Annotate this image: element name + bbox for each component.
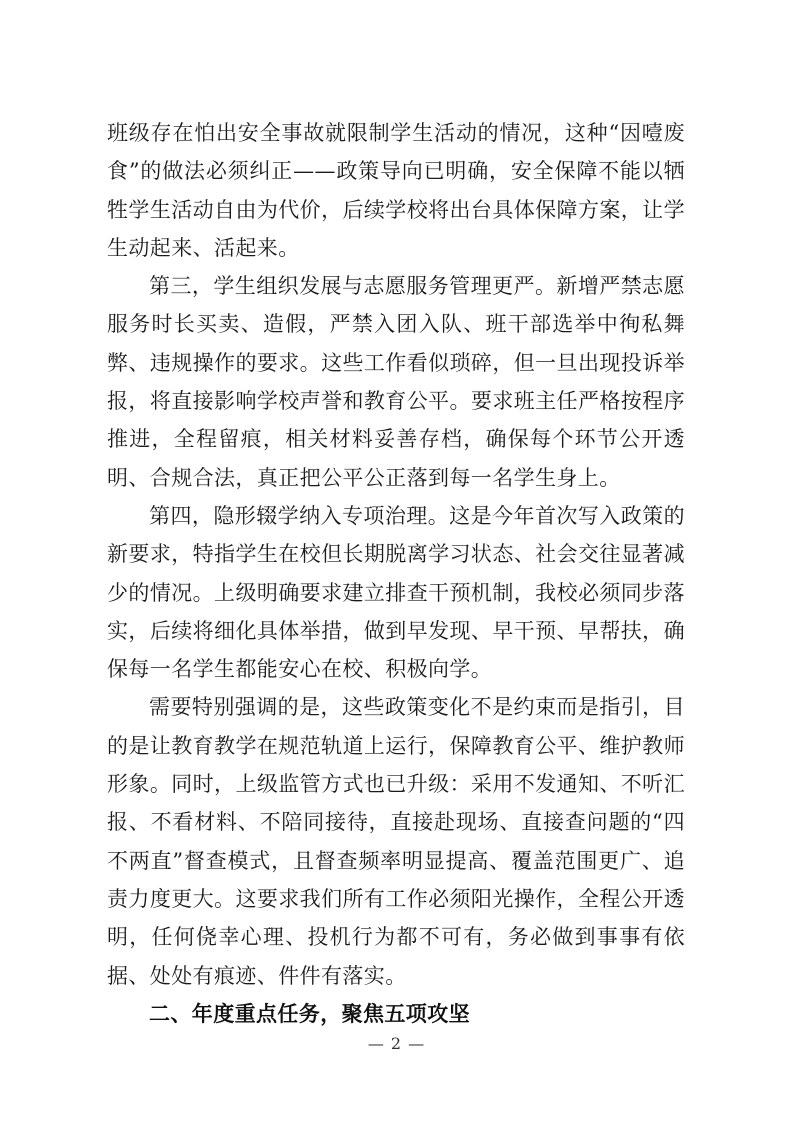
paragraph-fourth-point: 第四，隐形辍学纳入专项治理。这是今年首次写入政策的新要求，特指学生在校但长期脱离学习状态、社会交往显著减少的情况。上级明确要求建立排查干预机制，我校必须同步落实，后续将细化具体举措，做到早发现、早干预、早帮扶，确保每一名学生都能安心在校、积极向学。 <box>107 503 685 682</box>
page-number: — 2 — <box>367 1034 426 1053</box>
paragraph-continuation: 班级存在怕出安全事故就限制学生活动的情况，这种“因噎废食”的做法必须纠正——政策导向已明确，安全保障不能以牺牲学生活动自由为代价，后续学校将出台具体保障方案，让学生动起来、活起来。 <box>107 121 685 260</box>
document-body <box>107 114 685 1033</box>
paragraph-third-point: 第三，学生组织发展与志愿服务管理更严。新增严禁志愿服务时长买卖、造假，严禁入团入队、班干部选举中徇私舞弊、违规操作的要求。这些工作看似琐碎，但一旦出现投诉举报，将直接影响学校声誉和教育公平。要求班主任严格按程序推进，全程留痕，相关材料妥善存档，确保每个环节公开透明、合规合法，真正把公平公正落到每一名学生身上。 <box>107 274 685 490</box>
paragraph-emphasis: 需要特别强调的是，这些政策变化不是约束而是指引，目的是让教育教学在规范轨道上运行，保障教育公平、维护教师形象。同时，上级监管方式也已升级：采用不发通知、不听汇报、不看材料、不陪同接待，直接赴现场、直接查问题的“四不两直”督查模式，且督查频率明显提高、覆盖范围更广、追责力度更大。这要求我们所有工作必须阳光操作，全程公开透明，任何侥幸心理、投机行为都不可有，务必做到事事有依据、处处有痕迹、件件有落实。 <box>107 695 685 988</box>
section-heading: 二、年度重点任务，聚焦五项攻坚 <box>149 1001 470 1026</box>
